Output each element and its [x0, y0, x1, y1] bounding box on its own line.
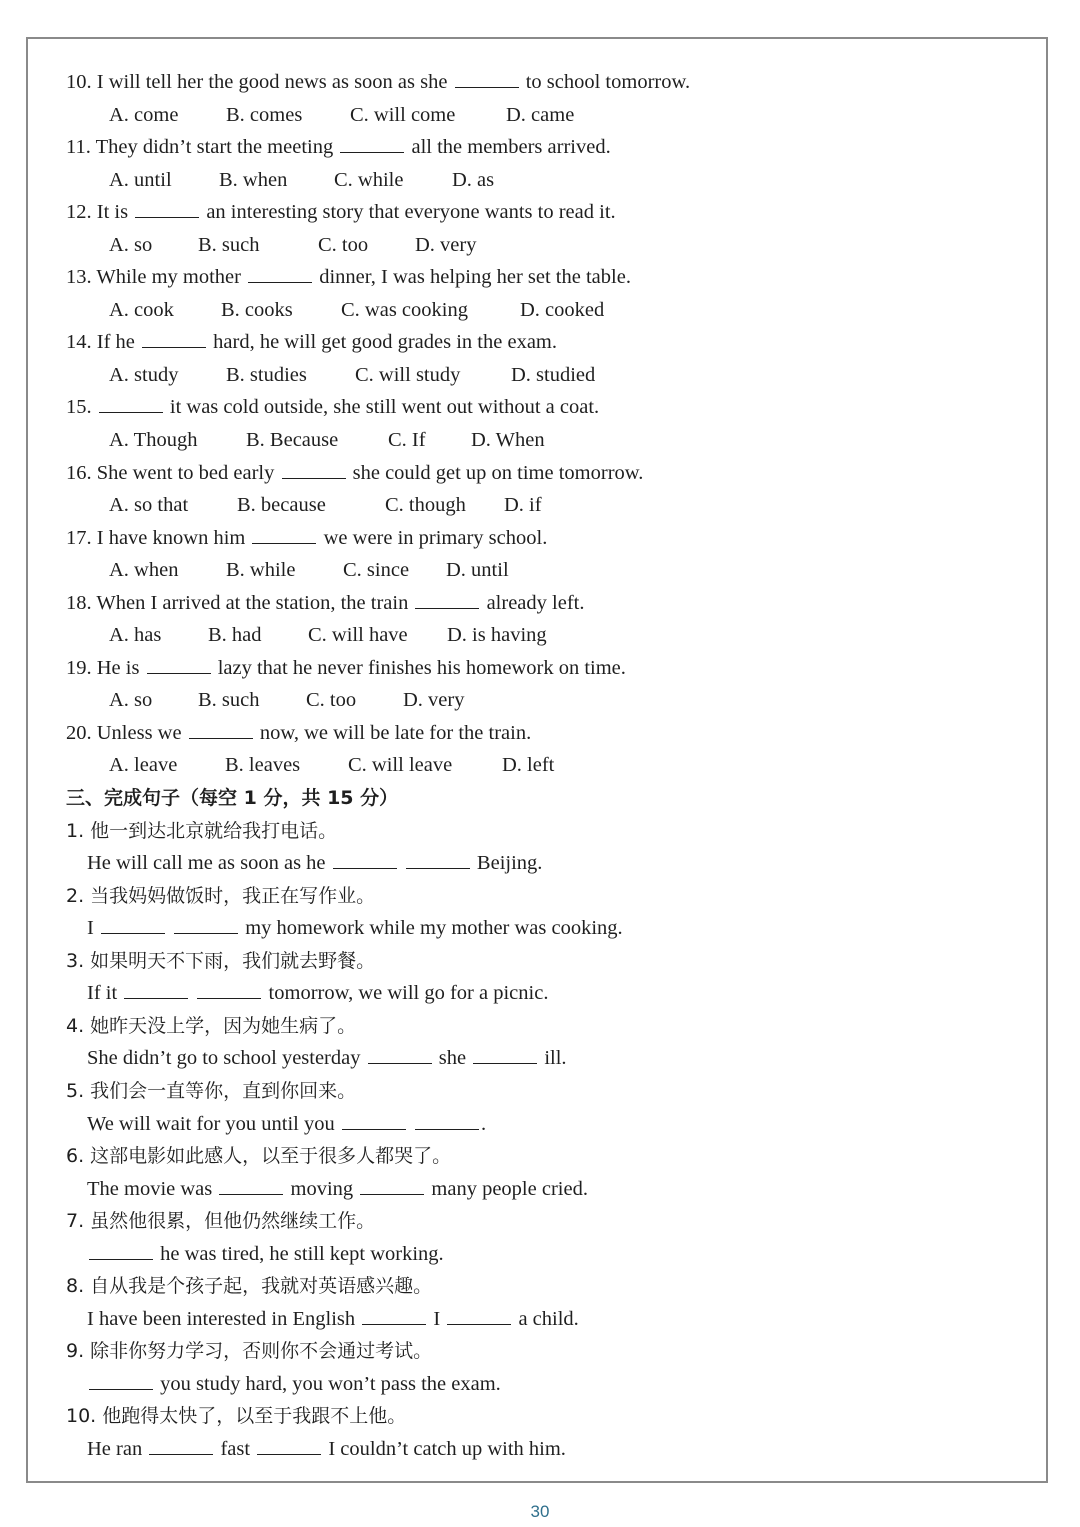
question-stem — [66, 522, 1026, 555]
option[interactable]: B. such — [198, 233, 260, 256]
completion-section — [66, 815, 1026, 1466]
chinese-prompt: 5. 我们会一直等你，直到你回来。 — [66, 1079, 357, 1102]
question-stem — [66, 326, 1026, 359]
stem-text: an interesting story that everyone wants to read it. — [201, 201, 616, 224]
answer-blank[interactable] — [257, 1436, 321, 1455]
option[interactable]: C. though — [385, 494, 466, 517]
stem-text: 16. She went to bed early — [66, 461, 280, 484]
question-stem — [66, 131, 1026, 164]
section-title: 三、完成句子（每空 1 分，共 15 分） — [66, 787, 399, 810]
question-stem — [66, 587, 1026, 620]
options-row — [66, 164, 1026, 197]
stem-text: to school tomorrow. — [520, 71, 691, 93]
question-stem — [66, 652, 1026, 685]
stem-text: 10. I will tell her the good news as soon as she — [66, 71, 453, 93]
option[interactable]: D. When — [471, 429, 545, 452]
question-stem — [66, 717, 1026, 750]
chinese-prompt: 6. 这部电影如此感人，以至于很多人都哭了。 — [66, 1145, 452, 1168]
stem-text: 18. When I arrived at the station, the train — [66, 591, 414, 614]
options-row — [66, 749, 1026, 782]
option[interactable]: C. was cooking — [341, 298, 468, 321]
english-sentence: you study hard, you won’t pass the exam. — [66, 1368, 1026, 1401]
english-sentence: We will wait for you until you . — [87, 1112, 487, 1135]
chinese-prompt: 10. 他跑得太快了，以至于我跟不上他。 — [66, 1405, 407, 1428]
answer-blank[interactable] — [473, 1045, 537, 1064]
answer-blank[interactable] — [333, 850, 397, 869]
option[interactable]: C. will leave — [348, 754, 453, 777]
stem-text: it was cold outside, she still went out without a coat. — [164, 396, 600, 419]
english-sentence: He ran fast I couldn’t catch up with him. — [87, 1437, 566, 1460]
answer-blank[interactable] — [99, 394, 163, 413]
option[interactable]: D. is having — [447, 624, 547, 647]
option[interactable]: A. cook — [109, 298, 174, 321]
option[interactable]: C. will come — [350, 103, 456, 126]
answer-blank[interactable] — [89, 1241, 153, 1260]
chinese-prompt: 2. 当我妈妈做饭时，我正在写作业。 — [66, 884, 376, 907]
option[interactable]: A. so — [109, 689, 153, 712]
option[interactable]: A. study — [109, 363, 179, 386]
option[interactable]: C. will study — [355, 363, 461, 386]
stem-text: dinner, I was helping her set the table. — [314, 266, 631, 289]
english-sentence: She didn’t go to school yesterday she ill. — [87, 1047, 567, 1070]
stem-text: she could get up on time tomorrow. — [347, 461, 644, 484]
answer-blank[interactable] — [89, 1371, 153, 1390]
option[interactable]: B. leaves — [225, 754, 301, 777]
answer-blank[interactable] — [101, 915, 165, 934]
answer-blank[interactable] — [124, 980, 188, 999]
option[interactable]: A. leave — [109, 754, 178, 777]
option[interactable]: D. if — [504, 494, 542, 517]
answer-blank[interactable] — [135, 199, 199, 218]
stem-text: hard, he will get good grades in the exam. — [208, 331, 557, 354]
answer-blank[interactable] — [282, 460, 346, 479]
option[interactable]: B. cooks — [221, 298, 293, 321]
stem-text: lazy that he never finishes his homework on time. — [212, 656, 626, 679]
stem-text: 11. They didn’t start the meeting — [66, 136, 339, 159]
option[interactable]: B. Because — [246, 429, 339, 452]
answer-blank[interactable] — [252, 525, 316, 544]
stem-text: 14. If he — [66, 331, 141, 354]
chinese-prompt: 1. 他一到达北京就给我打电话。 — [66, 819, 338, 842]
stem-text: 13. While my mother — [66, 266, 247, 289]
chinese-prompt: 9. 除非你努力学习，否则你不会通过考试。 — [66, 1340, 433, 1363]
option[interactable]: D. studied — [511, 363, 596, 386]
chinese-prompt: 7. 虽然他很累，但他仍然继续工作。 — [66, 1210, 376, 1233]
worksheet-content — [66, 66, 1026, 1466]
answer-blank[interactable] — [189, 720, 253, 739]
answer-blank[interactable] — [415, 590, 479, 609]
answer-blank[interactable] — [248, 264, 312, 283]
options-row — [66, 489, 1026, 522]
answer-blank[interactable] — [360, 1176, 424, 1195]
option[interactable]: B. had — [208, 624, 262, 647]
stem-text: 20. Unless we — [66, 721, 187, 744]
answer-blank[interactable] — [197, 980, 261, 999]
english-sentence: he was tired, he still kept working. — [66, 1238, 1026, 1271]
stem-text: 19. He is — [66, 656, 145, 679]
option[interactable]: C. too — [306, 689, 357, 712]
stem-text: all the members arrived. — [406, 136, 611, 159]
answer-blank[interactable] — [455, 69, 519, 88]
option[interactable]: A. Though — [109, 429, 198, 452]
question-stem — [66, 457, 1026, 490]
options-row — [66, 359, 1026, 392]
answer-blank[interactable] — [368, 1045, 432, 1064]
chinese-prompt: 8. 自从我是个孩子起，我就对英语感兴趣。 — [66, 1275, 433, 1298]
option[interactable]: B. when — [219, 168, 288, 191]
option[interactable]: C. If — [388, 429, 426, 452]
option[interactable]: B. studies — [226, 363, 307, 386]
answer-blank[interactable] — [447, 1306, 511, 1325]
option[interactable]: C. will have — [308, 624, 408, 647]
options-row — [66, 229, 1026, 262]
answer-blank[interactable] — [406, 850, 470, 869]
option[interactable]: A. when — [109, 559, 179, 582]
options-row — [66, 554, 1026, 587]
options-row — [66, 294, 1026, 327]
english-sentence: The movie was moving many people cried. — [87, 1177, 588, 1200]
stem-text: we were in primary school. — [318, 526, 548, 549]
options-row — [66, 99, 1026, 132]
option[interactable]: D. as — [452, 168, 495, 191]
mcq-section — [66, 66, 1026, 782]
answer-blank[interactable] — [340, 134, 404, 153]
english-sentence: He will call me as soon as he Beijing. — [87, 852, 543, 875]
option[interactable]: A. so that — [109, 494, 189, 517]
question-stem — [66, 261, 1026, 294]
question-stem — [66, 196, 1026, 229]
option[interactable]: A. come — [109, 103, 179, 126]
answer-blank[interactable] — [219, 1176, 283, 1195]
option[interactable]: A. so — [109, 233, 153, 256]
stem-text: 17. I have known him — [66, 526, 251, 549]
option[interactable]: C. while — [334, 168, 404, 191]
english-sentence: I my homework while my mother was cooking. — [87, 917, 623, 940]
option[interactable]: D. very — [403, 689, 465, 712]
stem-text: 12. It is — [66, 201, 134, 224]
answer-blank[interactable] — [174, 915, 238, 934]
option[interactable]: D. cooked — [520, 298, 605, 321]
chinese-prompt: 3. 如果明天不下雨，我们就去野餐。 — [66, 949, 376, 972]
answer-blank[interactable] — [415, 1111, 479, 1130]
stem-text: 15. — [66, 396, 97, 419]
answer-blank[interactable] — [362, 1306, 426, 1325]
english-sentence: If it tomorrow, we will go for a picnic. — [87, 982, 549, 1005]
option[interactable]: A. until — [109, 168, 172, 191]
answer-blank[interactable] — [342, 1111, 406, 1130]
option[interactable]: B. because — [237, 494, 326, 517]
option[interactable]: D. left — [502, 754, 555, 777]
answer-blank[interactable] — [147, 655, 211, 674]
question-stem — [66, 391, 1026, 424]
stem-text: now, we will be late for the train. — [254, 721, 532, 744]
option[interactable]: C. too — [318, 233, 369, 256]
option[interactable]: B. while — [226, 559, 296, 582]
stem-text: already left. — [481, 591, 585, 614]
chinese-prompt: 4. 她昨天没上学，因为她生病了。 — [66, 1014, 357, 1037]
answer-blank[interactable] — [149, 1436, 213, 1455]
option[interactable]: B. comes — [226, 103, 303, 126]
option[interactable]: A. has — [109, 624, 162, 647]
english-sentence: I have been interested in English I a child. — [87, 1307, 579, 1330]
option[interactable]: B. such — [198, 689, 260, 712]
option[interactable]: D. came — [506, 103, 575, 126]
answer-blank[interactable] — [142, 329, 206, 348]
question-stem — [66, 66, 1026, 99]
option[interactable]: D. until — [446, 559, 509, 582]
options-row — [66, 619, 1026, 652]
option[interactable]: D. very — [415, 233, 477, 256]
option[interactable]: C. since — [343, 559, 410, 582]
page-number: 30 — [530, 1502, 550, 1521]
options-row — [66, 684, 1026, 717]
options-row — [66, 424, 1026, 457]
